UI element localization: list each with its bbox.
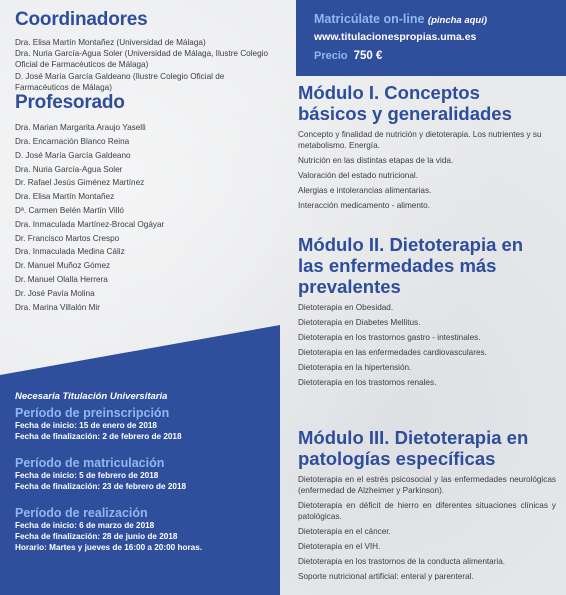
website-url[interactable]: www.titulacionespropias.uma.es bbox=[314, 31, 477, 43]
price-value: 750 € bbox=[353, 50, 383, 62]
period-title: Período de matriculación bbox=[15, 456, 165, 470]
topic-item: Valoración del estado nutricional. bbox=[298, 171, 419, 180]
topic-item: Dietoterapia en Obesidad. bbox=[298, 303, 394, 312]
faculty-item: Dra. Encarnación Blanco Reina bbox=[15, 137, 130, 147]
topic-item: Dietoterapia en las enfermedades cardiovasculares. bbox=[298, 348, 487, 357]
coordinator-item: D. José María García Galdeano (Ilustre Colegio Oficial de Farmacéuticos de Málaga) bbox=[15, 71, 225, 93]
topic-item: Soporte nutricional artificial: enteral y parenteral. bbox=[298, 572, 474, 581]
period-line: Horario: Martes y jueves de 16:00 a 20:00 horas. bbox=[15, 543, 203, 552]
period-title: Período de realización bbox=[15, 506, 148, 520]
module-title: Módulo III. Dietoterapia en patologías específicas bbox=[298, 427, 529, 469]
topic-item: Dietoterapia en el estrés psicosocial y las enfermedades neurológicas (enfermedad de Alzheimer y Parkinson). bbox=[298, 475, 556, 495]
faculty-title: Profesorado bbox=[15, 92, 125, 114]
module-topics bbox=[298, 129, 556, 211]
faculty-item: Dª. Carmen Belén Martín Villó bbox=[15, 206, 124, 216]
period-line: Fecha de finalización: 2 de febrero de 2018 bbox=[15, 432, 182, 441]
period-line: Fecha de finalización: 23 de febrero de 2018 bbox=[15, 482, 187, 491]
module-1 bbox=[298, 82, 556, 215]
faculty-item: Dra. Elisa Martín Montañez bbox=[15, 192, 115, 202]
faculty-item: D. José María García Galdeano bbox=[15, 150, 131, 160]
period-title: Período de preinscripción bbox=[15, 406, 170, 420]
topic-item: Dietoterapia en los trastornos de la conducta alimentaria. bbox=[298, 557, 506, 566]
coordinators-title: Coordinadores bbox=[15, 9, 148, 30]
topic-item: Concepto y finalidad de nutrición y dietoterapia. Los nutrientes y su metabolismo. Energía. bbox=[298, 130, 542, 150]
topic-item: Nutrición en las distintas etapas de la vida. bbox=[298, 156, 454, 165]
module-topics bbox=[298, 302, 556, 388]
topic-item: Dietoterapia en el VIH. bbox=[298, 542, 381, 551]
period-line: Fecha de inicio: 6 de marzo de 2018 bbox=[15, 521, 155, 530]
topic-item: Alergias e intolerancias alimentarias. bbox=[298, 186, 432, 195]
faculty-item: Dr. Rafael Jesús Giménez Martínez bbox=[15, 178, 145, 188]
dates-panel bbox=[15, 391, 275, 553]
staff-column bbox=[15, 10, 277, 314]
enroll-online-link[interactable]: Matricúlate on-line (pincha aquí) bbox=[314, 12, 488, 26]
faculty-item: Dra. Nuria García-Agua Soler bbox=[15, 164, 123, 174]
topic-item: Interacción medicamento - alimento. bbox=[298, 201, 430, 210]
coordinator-item: Dra. Elisa Martín Montañez (Universidad de Málaga) bbox=[15, 37, 206, 47]
price-label: Precio bbox=[314, 50, 348, 62]
coordinator-item: Dra. Nuria García-Agua Soler (Universidad de Málaga, Ilustre Colegio Oficial de Farmacéuticos de Málaga) bbox=[15, 49, 269, 70]
faculty-item: Dra. Marina Villalón Mir bbox=[15, 302, 100, 312]
topic-item: Dietoterapia en la hipertensión. bbox=[298, 363, 412, 372]
price bbox=[314, 50, 382, 62]
faculty-item: Dr. José Pavía Molina bbox=[15, 288, 95, 298]
faculty-item: Dra. Inmaculada Martínez-Brocal Ogáyar bbox=[15, 219, 165, 229]
faculty-item: Dr. Francisco Martos Crespo bbox=[15, 233, 120, 243]
faculty-item: Dra. Inmaculada Medina Cáliz bbox=[15, 247, 125, 257]
topic-item: Dietoterapia en los trastornos renales. bbox=[298, 378, 437, 387]
faculty-item: Dr. Manuel Olalla Herrera bbox=[15, 275, 108, 285]
topic-item: Dietoterapia en los trastornos gastro - intestinales. bbox=[298, 333, 481, 342]
period-line: Fecha de inicio: 15 de enero de 2018 bbox=[15, 421, 157, 430]
enroll-note[interactable]: (pincha aquí) bbox=[427, 15, 488, 26]
module-3 bbox=[298, 427, 556, 586]
period-line: Fecha de inicio: 5 de febrero de 2018 bbox=[15, 471, 159, 480]
module-title: Módulo II. Dietoterapia en las enfermedades más prevalentes bbox=[298, 234, 524, 297]
faculty-item: Dra. Marian Margarita Araujo Yaselli bbox=[15, 123, 146, 133]
faculty-item: Dr. Manuel Muñoz Gómez bbox=[15, 261, 111, 271]
topic-item: Dietoterapia en déficit de hierro en diferentes situaciones clínicas y patológicas. bbox=[298, 501, 556, 521]
period-line: Fecha de finalización: 28 de junio de 2018 bbox=[15, 532, 178, 541]
topic-item: Dietoterapia en Diabetes Mellitus. bbox=[298, 318, 421, 327]
enrollment-box[interactable] bbox=[296, 0, 566, 76]
topic-item: Dietoterapia en el cáncer. bbox=[298, 527, 391, 536]
module-title: Módulo I. Conceptos básicos y generalidades bbox=[298, 82, 512, 124]
faculty-list bbox=[15, 121, 277, 314]
coordinators-list bbox=[15, 37, 277, 93]
requirement-note: Necesaria Titulación Universitaria bbox=[15, 391, 168, 402]
module-2 bbox=[298, 234, 556, 392]
module-topics bbox=[298, 474, 556, 582]
